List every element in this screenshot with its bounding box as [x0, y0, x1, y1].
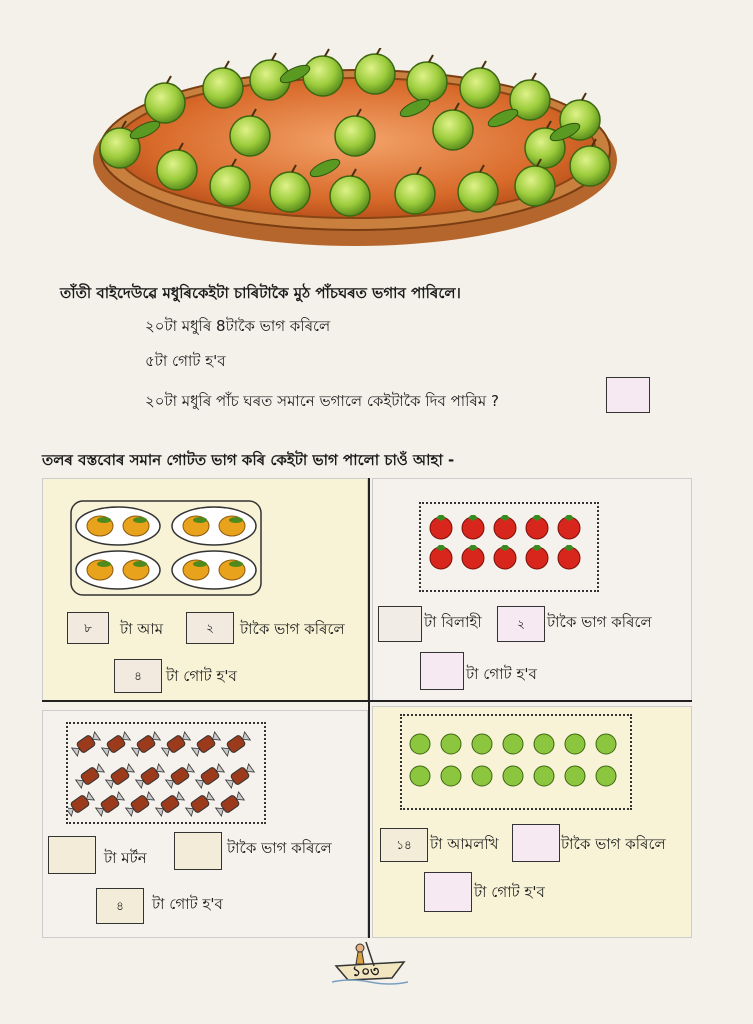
candy-icon — [191, 731, 221, 757]
mango-icon — [219, 516, 245, 536]
mango-plate — [76, 551, 160, 589]
mango-divide-text: টাকৈ ভাগ কৰিলে — [240, 620, 345, 638]
amla-icon — [472, 766, 492, 786]
amla-per-group-box[interactable] — [512, 824, 560, 862]
candy-grid — [68, 724, 264, 822]
candy-icon — [195, 763, 225, 789]
amla-icon — [410, 734, 430, 754]
amla-icon — [503, 734, 523, 754]
amla-divide-text: টাকৈ ভাগ কৰিলে — [561, 835, 666, 853]
tomato-groups-box[interactable] — [420, 652, 464, 690]
tomato-total-box[interactable] — [378, 606, 422, 642]
mango-plate — [76, 507, 160, 545]
mango-icon — [87, 560, 113, 580]
candy-groups-text: টা গোট হ'ব — [152, 895, 223, 913]
candy-per-group-box[interactable] — [174, 832, 222, 870]
tomato-icon — [430, 545, 452, 569]
mango-total-box[interactable]: ৮ — [67, 612, 109, 644]
amla-icon — [441, 734, 461, 754]
amla-icon — [565, 734, 585, 754]
candy-icon — [95, 791, 125, 817]
mango-icon — [219, 560, 245, 580]
candy-total-box[interactable] — [48, 836, 96, 874]
tomato-item-label: টা বিলাহী — [424, 613, 482, 631]
mango-plate — [172, 551, 256, 589]
mango-icon — [123, 560, 149, 580]
amla-groups-box[interactable] — [424, 872, 472, 912]
candy-divide-text: টাকৈ ভাগ কৰিলে — [227, 839, 332, 857]
mango-groups-box[interactable]: ৪ — [114, 659, 162, 693]
guava-icon — [303, 49, 343, 96]
tomato-per-group-box[interactable]: ২ — [497, 606, 545, 642]
candy-icon — [221, 731, 251, 757]
tomato-divide-text: টাকৈ ভাগ কৰিলে — [547, 613, 652, 631]
amla-icon — [534, 766, 554, 786]
exercise-heading: তলৰ বস্তবোৰ সমান গোটত ভাগ কৰি কেইটা ভাগ পালো চাওঁ আহা - — [42, 451, 455, 469]
amla-total-box[interactable]: ১৪ — [380, 828, 428, 862]
candy-icon — [68, 791, 95, 817]
amla-icon — [534, 734, 554, 754]
tomato-groups-text: টা গোট হ'ব — [466, 665, 537, 683]
guava-icon — [145, 76, 185, 123]
tomato-icon — [430, 515, 452, 539]
candy-icon — [131, 731, 161, 757]
intro-line-4: ২০টা মধুৰি পাঁচ ঘৰত সমানে ভগালে কেইটাকৈ দিব পাৰিম ? — [145, 392, 499, 410]
amla-grid — [402, 716, 630, 808]
mango-item-label: টা আম — [120, 620, 164, 638]
amla-icon — [503, 766, 523, 786]
tray-with-guavas-illustration — [85, 48, 625, 253]
amla-icon — [565, 766, 585, 786]
mango-plates — [70, 500, 262, 596]
tomato-icon — [526, 545, 548, 569]
guava-icon — [460, 61, 500, 108]
mango-icon — [87, 516, 113, 536]
amla-groups-text: টা গোট হ'ব — [474, 883, 545, 901]
mango-groups-text: টা গোট হ'ব — [166, 667, 237, 685]
amla-icon — [596, 766, 616, 786]
candy-icon — [71, 731, 101, 757]
candy-icon — [155, 791, 185, 817]
tomato-grid — [421, 504, 597, 590]
candy-icon — [135, 763, 165, 789]
grid-horizontal-divider — [42, 700, 692, 702]
tomato-icon — [462, 545, 484, 569]
candy-icon — [101, 731, 131, 757]
candy-icon — [75, 763, 105, 789]
candy-icon — [185, 791, 215, 817]
guava-icon — [355, 48, 395, 94]
guava-icon — [407, 55, 447, 102]
candy-icon — [165, 763, 195, 789]
candy-icon — [161, 731, 191, 757]
mango-icon — [123, 516, 149, 536]
mango-per-group-box[interactable]: ২ — [186, 612, 234, 644]
amla-icon — [472, 734, 492, 754]
mango-icon — [183, 516, 209, 536]
intro-answer-box[interactable] — [606, 377, 650, 413]
mango-icon — [183, 560, 209, 580]
tomato-icon — [558, 515, 580, 539]
amla-icon — [596, 734, 616, 754]
amla-icon — [410, 766, 430, 786]
candy-icon — [215, 791, 245, 817]
tomato-icon — [558, 545, 580, 569]
amla-icon — [441, 766, 461, 786]
candy-icon — [125, 791, 155, 817]
mango-plate — [172, 507, 256, 545]
tomato-icon — [494, 545, 516, 569]
intro-line-2: ২০টা মধুৰি 8টাকৈ ভাগ কৰিলে — [145, 317, 331, 335]
candy-item-label: টা মৰ্টন — [104, 849, 147, 867]
tomato-icon — [526, 515, 548, 539]
amla-item-label: টা আমলখি — [430, 835, 499, 853]
candy-icon — [225, 763, 255, 789]
grid-vertical-divider — [368, 478, 370, 938]
page-number: ১০৩ — [352, 964, 380, 980]
tomato-icon — [462, 515, 484, 539]
guava-icon — [203, 61, 243, 108]
candy-icon — [105, 763, 135, 789]
tomato-icon — [494, 515, 516, 539]
intro-line-1: তাঁতী বাইদেউৱে মধুৰিকেইটা চাৰিটাকৈ মুঠ পাঁচঘৰত ভগাব পাৰিলে। — [60, 284, 461, 302]
intro-line-3: ৫টা গোট হ'ব — [145, 352, 226, 370]
candy-groups-box[interactable]: ৪ — [96, 888, 144, 924]
